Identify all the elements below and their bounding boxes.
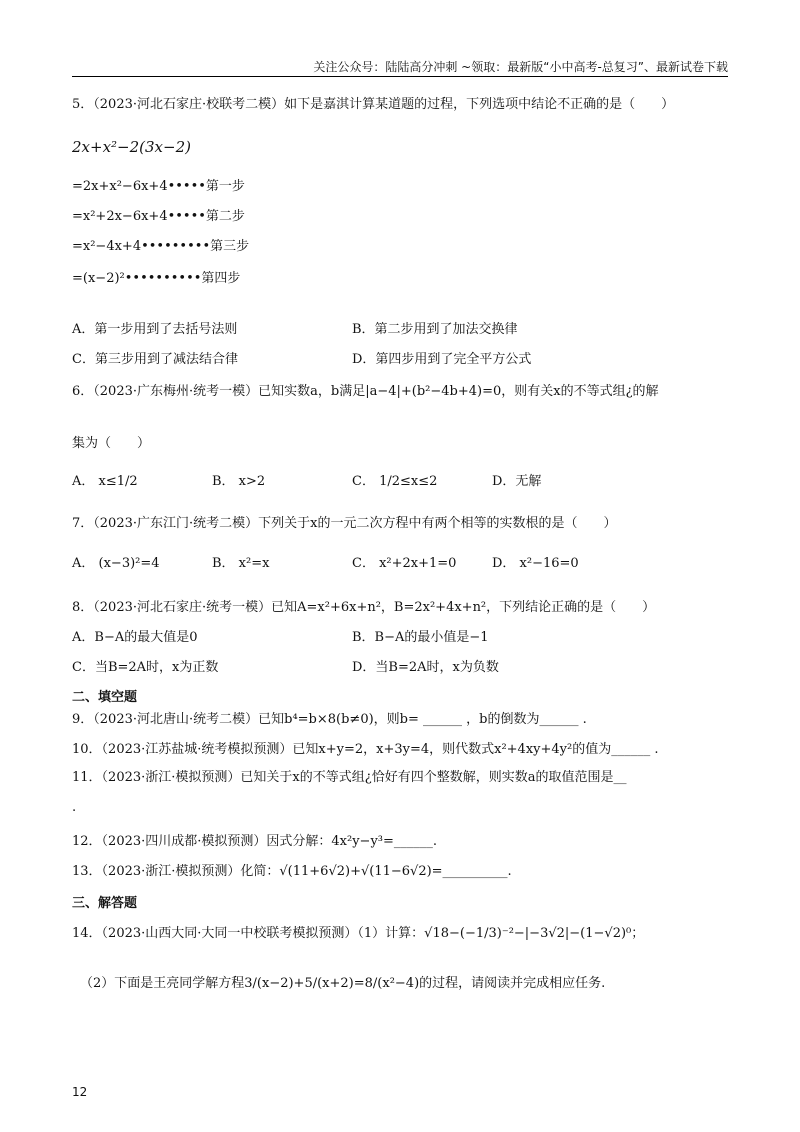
q7-option-a: A． (x−3)²=4 (72, 556, 160, 571)
q7-stem: 7．（2023·广东江门·统考二模）下列关于x的一元二次方程中有两个相等的实数根的是（ ） (72, 516, 617, 531)
q6-option-a: A． x≤1/2 (72, 474, 138, 489)
q8-option-d: D．当B=2A时，x为负数 (352, 660, 499, 675)
q5-step-3: =x²−4x+4•••••••••第三步 (72, 239, 250, 254)
q5-stem: 5．（2023·河北石家庄·校联考二模）如下是嘉淇计算某道题的过程，下列选项中结论不正确的是（ ） (72, 97, 675, 112)
section-fill-heading: 二、填空题 (72, 690, 138, 705)
q7-option-c: C． x²+2x+1=0 (352, 556, 457, 571)
q6-option-d: D．无解 (492, 474, 542, 489)
q5-step-4: =(x−2)²••••••••••第四步 (72, 271, 241, 286)
q10: 10．（2023·江苏盐城·统考模拟预测）已知x+y=2，x+3y=4，则代数式x²+4xy+4y²的值为______ . (72, 742, 659, 757)
q7-option-d: D． x²−16=0 (492, 556, 579, 571)
q5-expression: 2x+x²−2(3x−2) (72, 138, 191, 156)
q11-end: . (72, 800, 77, 815)
q5-option-c: C．第三步用到了减法结合律 (72, 352, 238, 367)
q8-option-b: B．B−A的最小值是−1 (352, 630, 489, 645)
header-rule (72, 76, 728, 77)
q5-step-2: =x²+2x−6x+4•••••第二步 (72, 209, 245, 224)
q8-stem: 8．（2023·河北石家庄·统考一模）已知A=x²+6x+n²，B=2x²+4x+n²，下列结论正确的是（ ） (72, 600, 656, 615)
q5-step-1: =2x+x²−6x+4•••••第一步 (72, 179, 245, 194)
q5-option-d: D．第四步用到了完全平方公式 (352, 352, 532, 367)
q8-option-c: C．当B=2A时，x为正数 (72, 660, 219, 675)
q5-option-b: B．第二步用到了加法交换律 (352, 322, 518, 337)
q5-option-a: A．第一步用到了去括号法则 (72, 322, 238, 337)
page-header: 关注公众号：陆陆高分冲刺 ~领取：最新版“小中高考-总复习”、最新试卷下载 (313, 60, 728, 74)
q14-part2: （2）下面是王亮同学解方程3/(x−2)+5/(x+2)=8/(x²−4)的过程，请阅读并完成相应任务. (80, 976, 606, 991)
q6-option-c: C． 1/2≤x≤2 (352, 474, 438, 489)
q6-stem: 6．（2023·广东梅州·统考一模）已知实数a，b满足|a−4|+(b²−4b+4)=0，则有关x的不等式组¿的解 (72, 384, 659, 399)
q13: 13．（2023·浙江·模拟预测）化简：√(11+6√2)+√(11−6√2)=__________. (72, 864, 512, 879)
q6-stem-cont: 集为（ ） (72, 436, 151, 451)
section-solve-heading: 三、解答题 (72, 896, 138, 911)
q9: 9．（2023·河北唐山·统考二模）已知b⁴=b×8(b≠0)，则b= ______ ，b的倒数为______ . (72, 712, 587, 727)
q8-option-a: A．B−A的最大值是0 (72, 630, 198, 645)
q6-option-b: B． x>2 (212, 474, 266, 489)
page-number: 12 (72, 1085, 88, 1099)
q12: 12．（2023·四川成都·模拟预测）因式分解：4x²y−y³=______. (72, 834, 438, 849)
q11: 11．（2023·浙江·模拟预测）已知关于x的不等式组¿恰好有四个整数解，则实数a的取值范围是__ (72, 770, 627, 785)
q14-stem: 14．（2023·山西大同·大同一中校联考模拟预测）（1）计算：√18−(−1/3)⁻²−|−3√2|−(1−√2)⁰； (72, 926, 645, 941)
q7-option-b: B． x²=x (212, 556, 270, 571)
